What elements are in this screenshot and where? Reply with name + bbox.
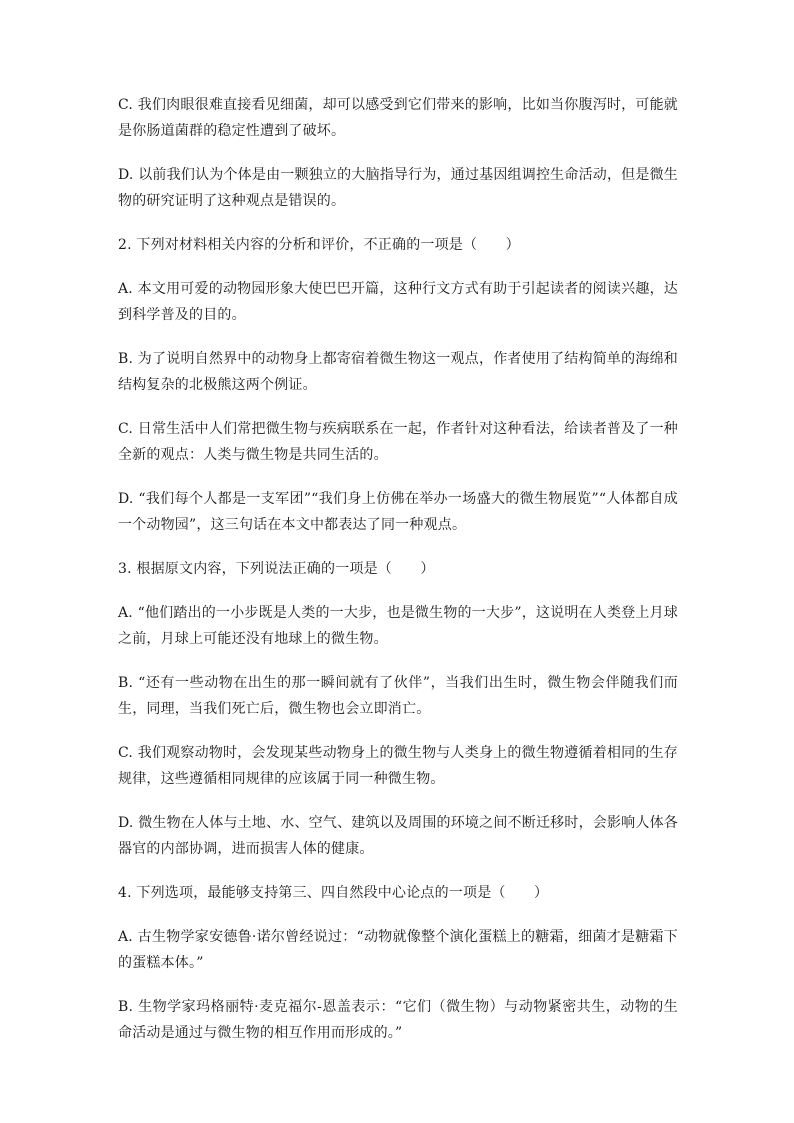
option-q2-a: A. 本文用可爱的动物园形象大使巴巴开篇，这种行文方式有助于引起读者的阅读兴趣，达到科学普及的目的。 <box>118 281 678 323</box>
question-4: 4. 下列选项，最能够支持第三、四自然段中心论点的一项是（ ） <box>118 885 549 901</box>
question-3: 3. 根据原文内容，下列说法正确的一项是（ ） <box>118 561 435 577</box>
option-q1-d: D. 以前我们认为个体是由一颗独立的大脑指导行为，通过基因组调控生命活动，但是微生物的研究证明了这种观点是错误的。 <box>118 167 678 209</box>
question-2: 2. 下列对材料相关内容的分析和评价，不正确的一项是（ ） <box>118 237 520 253</box>
document-content <box>118 92 678 1064</box>
option-q3-b: B. “还有一些动物在出生的那一瞬间就有了伙伴”，当我们出生时，微生物会伴随我们而生，同理，当我们死亡后，微生物也会立即消亡。 <box>118 675 678 717</box>
option-q4-a: A. 古生物学家安德鲁·诺尔曾经说过：“动物就像整个演化蛋糕上的糖霜，细菌才是糖霜下的蛋糕本体。” <box>118 929 678 971</box>
option-q3-a: A. “他们踏出的一小步既是人类的一大步，也是微生物的一大步”，这说明在人类登上月球之前，月球上可能还没有地球上的微生物。 <box>118 605 678 647</box>
option-q2-b: B. 为了说明自然界中的动物身上都寄宿着微生物这一观点，作者使用了结构简单的海绵和结构复杂的北极熊这两个例证。 <box>118 351 678 393</box>
option-q1-c: C. 我们肉眼很难直接看见细菌，却可以感受到它们带来的影响，比如当你腹泻时，可能就是你肠道菌群的稳定性遭到了破坏。 <box>118 97 678 139</box>
option-q2-c: C. 日常生活中人们常把微生物与疾病联系在一起，作者针对这种看法，给读者普及了一种全新的观点：人类与微生物是共同生活的。 <box>118 421 678 463</box>
option-q3-d: D. 微生物在人体与土地、水、空气、建筑以及周围的环境之间不断迁移时，会影响人体各器官的内部协调，进而损害人体的健康。 <box>118 815 678 857</box>
option-q2-d: D. “我们每个人都是一支军团”“我们身上仿佛在举办一场盛大的微生物展览”“人体都自成一个动物园”，这三句话在本文中都表达了同一种观点。 <box>118 491 678 533</box>
option-q4-b: B. 生物学家玛格丽特·麦克福尔-恩盖表示：“它们（微生物）与动物紧密共生，动物的生命活动是通过与微生物的相互作用而形成的。” <box>118 999 678 1041</box>
option-q3-c: C. 我们观察动物时，会发现某些动物身上的微生物与人类身上的微生物遵循着相同的生存规律，这些遵循相同规律的应该属于同一种微生物。 <box>118 745 678 787</box>
